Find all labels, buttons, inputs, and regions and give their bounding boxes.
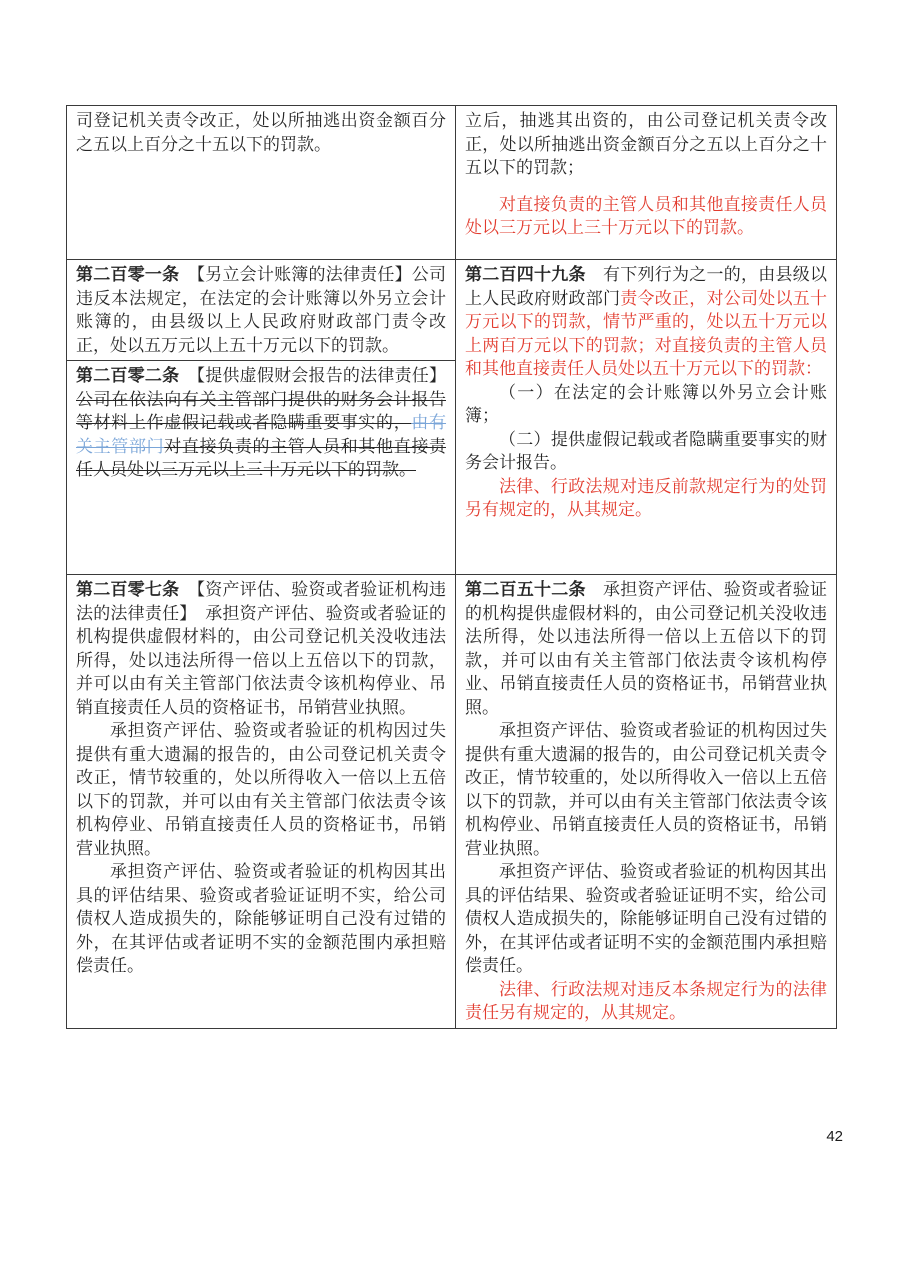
list-item: （一）在法定的会计账簿以外另立会计账簿； xyxy=(465,382,827,425)
added-text: 责令改正，对公司处以五十万元以下的罚款，情节严重的，处以五十万元以上两百万元以下的罚款；对直接负责的主管人员和其他直接责任人员处以五十万元以下的罚款： xyxy=(465,288,827,378)
cell-article-201 xyxy=(67,260,456,361)
article-body: 承担资产评估、验资或者验证的机构提供虚假材料的，由公司登记机关没收违法所得，处以违法所得一倍以上五倍以下的罚款，并可以由有关主管部门依法责令该机构停业、吊销直接责任人员的资格证书，吊销营业执照。 xyxy=(465,580,827,717)
cell-new-law-continuation xyxy=(456,106,837,260)
cell-old-law-continuation xyxy=(67,106,456,260)
article-title: 【资产评估、验资或者验证机构违法的法律责任】 xyxy=(76,580,446,623)
cell-article-207 xyxy=(67,575,456,1029)
paragraph: 承担资产评估、验资或者验证的机构因过失提供有重大遗漏的报告的，由公司登记机关责令改正，情节较重的，处以所得收入一倍以上五倍以下的罚款，并可以由有关主管部门依法责令该机构停业、吊销直接责任人员的资格证书，吊销营业执照。 xyxy=(465,721,827,858)
added-text-paragraph: 法律、行政法规对违反前款规定行为的处罚另有规定的，从其规定。 xyxy=(465,476,827,519)
deleted-text: 对直接负责的主管人员和其他直接责任人员处以三万元以上三十万元以下的罚款。 xyxy=(76,436,446,479)
article-body: 承担资产评估、验资或者验证的机构提供虚假材料的，由公司登记机关没收违法所得，处以违法所得一倍以上五倍以下的罚款，并可以由有关主管部门依法责令该机构停业、吊销直接责任人员的资格证书，吊销营业执照。 xyxy=(76,603,446,717)
page-number: 42 xyxy=(826,1128,843,1145)
paragraph xyxy=(76,578,446,719)
cell-article-252 xyxy=(456,575,837,1029)
table-row xyxy=(67,575,837,1029)
article-number: 第二百四十九条 xyxy=(465,265,603,284)
article-body: 【另立会计账簿的法律责任】公司违反本法规定，在法定的会计账簿以外另立会计账簿的，由县级以上人民政府财政部门责令改正，处以五万元以上五十万元以下的罚款。 xyxy=(76,265,446,355)
paragraph xyxy=(465,578,827,719)
article-title: 【提供虚假财会报告的法律责任】 xyxy=(196,366,446,385)
cell-article-249 xyxy=(456,260,837,575)
added-text-paragraph: 法律、行政法规对违反本条规定行为的法律责任另有规定的，从其规定。 xyxy=(465,979,827,1022)
paragraph xyxy=(76,364,446,482)
deleted-text: 公司在依法向有关主管部门提供的财务会计报告等材料上作虚假记载或者隐瞒重要事实的， xyxy=(76,389,446,432)
paragraph: 承担资产评估、验资或者验证的机构因其出具的评估结果、验资或者验证证明不实，给公司债权人造成损失的，除能够证明自己没有过错的外，在其评估或者证明不实的金额范围内承担赔偿责任。 xyxy=(465,862,827,975)
paragraph: 承担资产评估、验资或者验证的机构因过失提供有重大遗漏的报告的，由公司登记机关责令改正，情节较重的，处以所得收入一倍以上五倍以下的罚款，并可以由有关主管部门依法责令该机构停业、吊销直接责任人员的资格证书，吊销营业执照。 xyxy=(76,721,446,858)
paragraph xyxy=(465,263,827,381)
table-row xyxy=(67,260,837,361)
table-row xyxy=(67,106,837,260)
article-number: 第二百零七条 xyxy=(76,580,197,599)
paragraph: 承担资产评估、验资或者验证的机构因其出具的评估结果、验资或者验证证明不实，给公司债权人造成损失的，除能够证明自己没有过错的外，在其评估或者证明不实的金额范围内承担赔偿责任。 xyxy=(76,862,446,975)
article-number: 第二百五十二条 xyxy=(465,580,603,599)
article-number: 第二百零一条 xyxy=(76,265,197,284)
article-body: 有下列行为之一的，由县级以上人民政府财政部门 xyxy=(465,265,827,308)
added-text-paragraph: 对直接负责的主管人员和其他直接责任人员处以三万元以上三十万元以下的罚款。 xyxy=(465,194,827,237)
cell-article-202 xyxy=(67,361,456,575)
paragraph: 司登记机关责令改正，处以所抽逃出资金额百分之五以上百分之十五以下的罚款。 xyxy=(76,111,446,154)
article-number: 第二百零二条 xyxy=(76,366,197,385)
list-item: （二）提供虚假记载或者隐瞒重要事实的财务会计报告。 xyxy=(465,429,827,472)
deleted-revised-text: 由有关主管部门 xyxy=(76,413,447,456)
law-comparison-table xyxy=(66,105,837,1029)
paragraph xyxy=(76,263,446,357)
paragraph: 立后，抽逃其出资的，由公司登记机关责令改正，处以所抽逃出资金额百分之五以上百分之十五以下的罚款； xyxy=(465,111,827,177)
